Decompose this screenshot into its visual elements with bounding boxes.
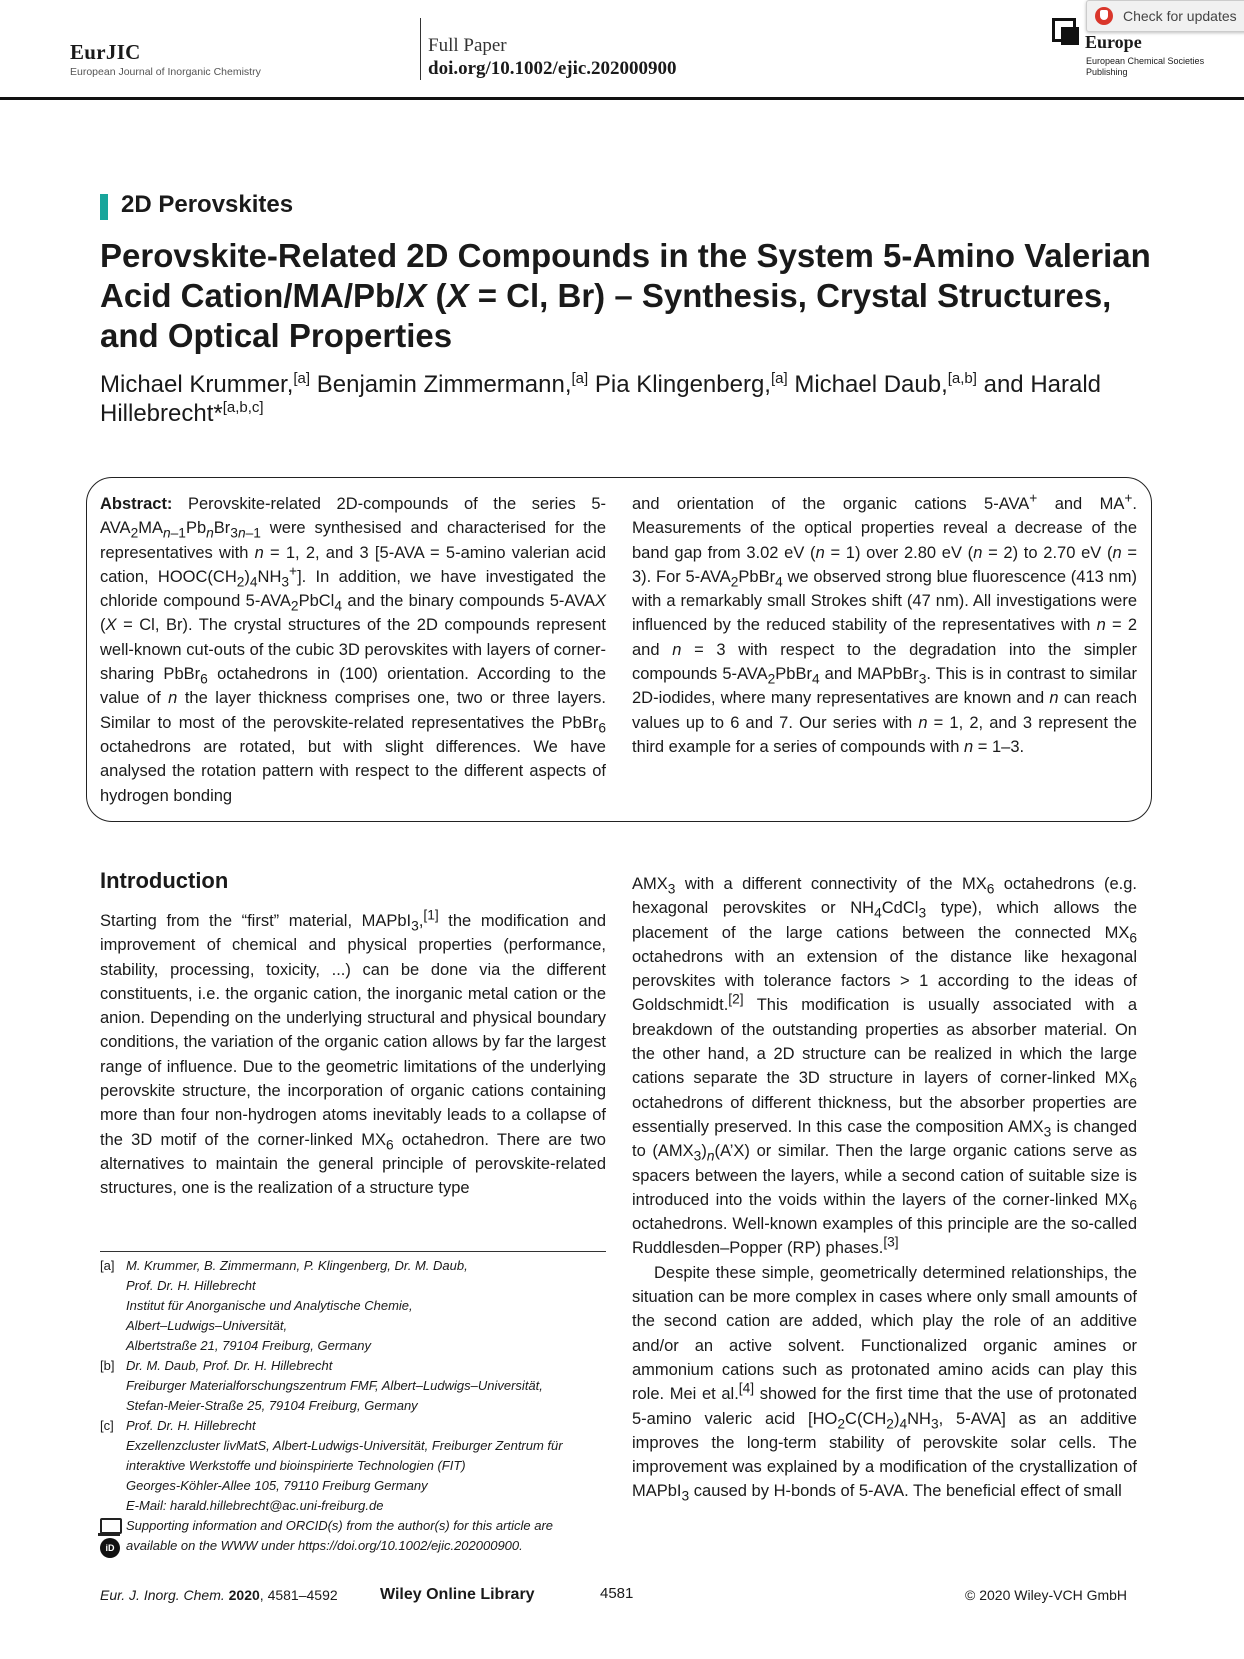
footnote-key: [a] [100,1258,115,1273]
body-paragraph: $AMX_3$ with a different connectivity of the $MX_6$ octahedrons (e.g. hexagonal perovskites or $NH_4CdCl_3$ type), which allows the placement of the large cations between the connected $MX_6$ octahedrons with an extension of the distance like hexagonal perovskites with tolerance factors > 1 according to the ideas of Goldschmidt.[2] This modification is usually associated with a breakdown of the outstanding properties as absorber material. On the other hand, a 2D structure can be realized in which the large cations separate the 3D structure in layers of corner-linked $MX_6$ octahedrons of different thickness, but the absorber properties are essentially preserved. In this case the composition $AMX_3$ is changed to $(AMX_3)_n(A’X)$ or similar. Then the large organic cations serve as spacers between the layers, while a second cation of suitable size is introduced into the voids within the layers of the corner-linked $MX_6$ octahedrons. Well-known examples of this principle are the so-called Ruddlesden–Popper (RP) phases.[3] [632,875,1138,1258]
abstract-left-column: Abstract: Perovskite-related 2D-compounds of the series $5-AVA_2MA_{n-1}Pb_nBr_{3n-1}$ were synthesised and characterised for the representatives with n = 1, 2, and 3 [5-AVA = 5-amino valerian acid cation, $HOOC(CH_2)_4NH_3^+$]. In addition, we have investigated the chloride compound $5-AVA_2PbCl_4$ and the binary compounds 5-AVAX (X = Cl, Br). The crystal structures of the 2D compounds represent well-known cut-outs of the cubic 3D perovskites with layers of corner-sharing PbBr$_6$ octahedrons in (100) orientation. According to the value of n the layer thickness comprises one, two or three layers. Similar to most of the perovskite-related representatives the PbBr$_6$ octahedrons are rotated, but with slight differences. We have analysed the rotation pattern with respect to the different aspects of hydrogen bonding [100,495,607,805]
abstract-right-column: and orientation of the organic cations 5-AVA+ and MA+. Measurements of the optical properties reveal a decrease of the band gap from 3.02 eV (n = 1) over 2.80 eV (n = 2) to 2.70 eV (n = 3). For $5-AVA_2PbBr_4$ we observed strong blue fluorescence (413 nm) with a remarkably small Strokes shift (47 nm). All investigations were influenced by the reduced stability of the representatives with n = 2 and n = 3 with respect to the degradation into the simpler compounds $5-AVA_2PbBr_4$ and MAPbBr$_3$. This is in contrast to similar 2D-iodides, where many representatives are known and n can reach values up to 6 and 7. Our series with n = 1, 2, and 3 represent the third example for a series of compounds with n = 1–3. [632,490,1138,756]
publisher-name: Europe [1085,32,1142,52]
supporting-info-note [100,1516,620,1556]
check-for-updates-button[interactable] [1086,0,1244,32]
footnote-text: Dr. M. Daub, Prof. Dr. H. Hillebrecht Freiburger Materialforschungszentrum FMF, Albert–Ludwigs–Universität, Stefan-Meier-Straße 25, 79104 Freiburg, Germany [126,1358,543,1413]
journal-name: EurJIC [70,40,141,64]
header-separator [420,18,421,80]
footnote-b [100,1356,620,1416]
chemistry-europe-logo-icon [1052,18,1082,48]
check-updates-icon [1095,7,1113,25]
orcid-icon: iD [100,1538,120,1558]
footnote-key: [c] [100,1418,114,1433]
doi-link[interactable]: doi.org/10.1002/ejic.202000900 [428,58,677,79]
introduction-heading: Introduction [100,868,229,893]
affiliation-footnotes [100,1256,620,1556]
footer-citation: Eur. J. Inorg. Chem. 2020, 4581–4592 [100,1587,338,1603]
publisher-subtitle: European Chemical Societies Publishing [1086,56,1205,77]
footnote-c [100,1416,620,1516]
body-left-column: Starting from the “first” material, MAPbI$_3$,[1] the modification and improvement of chemical and physical properties (performance, stability, processing, toxicity, ...) can be done via the different constituents, i.e. the organic cation, the inorganic metal cation or the anion. Depending on the underlying structural and physical boundary conditions, the variation of the organic cation allows by far the largest range of influence. Due to the geometric limitations of the underlying perovskite structure, the incorporation of organic cations containing more than four non-hydrogen atoms inevitably leads to a collapse of the 3D motif of the corner-linked $MX_6$ octahedron. There are two alternatives to maintain the general principle of perovskite-related structures, one is the realization of a structure type [100,907,607,1198]
supporting-info-text[interactable]: Supporting information and ORCID(s) from the author(s) for this article are available on the WWW under https://doi.org/10.1002/ejic.202000900. [126,1518,554,1553]
wiley-online-library-link[interactable]: Wiley Online Library [380,1586,535,1603]
author-list: Michael Krummer,[a] Benjamin Zimmermann,[a] Pia Klingenberg,[a] Michael Daub,[a,b] and Harald Hillebrecht*[a,b,c] [100,370,1102,427]
computer-icon [100,1518,122,1534]
footnote-text: M. Krummer, B. Zimmermann, P. Klingenberg, Dr. M. Daub, Prof. Dr. H. Hillebrecht Institut für Anorganische und Analytische Chemie, Albert–Ludwigs–Universität, Albertstraße 21, 79104 Freiburg, Germany [126,1258,468,1353]
check-updates-label: Check for updates [1123,8,1237,24]
body-paragraph: Despite these simple, geometrically determined relationships, the situation can be more complex in cases where only small amounts of the second cation are added, which play the role of an additive and/or an active solvent. Functionalized organic amines or ammonium cations such as protonated amino acids can play this role. Mei et al.[4] showed for the first time that the use of protonated 5-amino valeric acid [$HO_2C(CH_2)_4NH_3$, 5-AVA] as an additive improves the long-term stability of perovskite solar cells. The improvement was explained by a modification of the crystallization of MAPbI$_3$ caused by H-bonds of 5-AVA. The beneficial effect of small [632,1263,1138,1504]
si-icons [100,1516,126,1556]
article-title: Perovskite-Related 2D Compounds in the System 5-Amino Valerian Acid Cation/MA/Pb/X (X = Cl, Br) – Synthesis, Crystal Structures, and Optical Properties [100,237,1151,354]
section-label: 2D Perovskites [121,191,294,218]
header-rule [0,97,1244,100]
copyright: © 2020 Wiley-VCH GmbH [965,1587,1128,1603]
journal-full-name: European Journal of Inorganic Chemistry [70,66,261,78]
paper-type: Full Paper [428,35,507,56]
body-right-column [632,872,1137,1504]
section-accent-bar [100,194,108,220]
footnote-text: Prof. Dr. H. Hillebrecht Exzellenzcluster livMatS, Albert-Ludwigs-Universität, Freiburger Zentrum für interaktive Werkstoffe und bioinspirierte Technologien (FIT) Georges-Köhler-Allee 105, 79110 Freiburg Germany E-Mail: harald.hillebrecht@ac.uni-freiburg.de [126,1418,563,1513]
footnote-a [100,1256,620,1356]
page-number: 4581 [600,1585,634,1602]
footnote-key: [b] [100,1358,115,1373]
footnote-rule [100,1251,606,1252]
